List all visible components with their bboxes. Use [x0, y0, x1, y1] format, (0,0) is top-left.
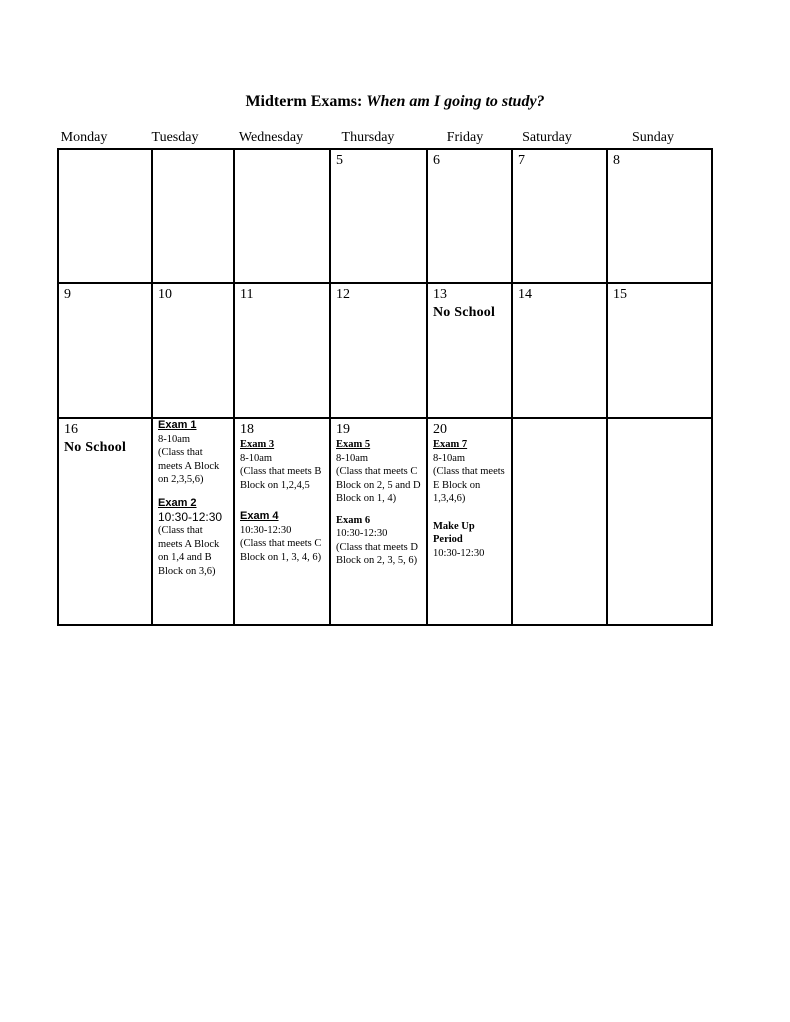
day-cell: [152, 418, 234, 625]
day-number: [613, 419, 706, 421]
exam-label: Exam 3: [240, 439, 275, 450]
day-cell: [427, 283, 512, 418]
day-number: [240, 150, 324, 152]
exam-note: (Class that meets E Block on 1,3,4,6): [433, 466, 505, 504]
day-cell: [234, 283, 330, 418]
day-cell: [58, 283, 152, 418]
exam-time: 10:30-12:30: [158, 510, 223, 524]
week-row: [58, 149, 712, 283]
day-header-tuesday: Tuesday: [151, 130, 199, 145]
day-cell: [58, 149, 152, 283]
day-number: 12: [336, 287, 350, 302]
exam-label: Exam 4: [240, 510, 279, 522]
exam-label: Exam 7: [433, 439, 468, 450]
day-cell: [234, 149, 330, 283]
exam-time: 8-10am: [336, 452, 369, 464]
day-cell: [512, 283, 607, 418]
exam-label: Exam 1: [158, 419, 197, 431]
exam-label: Exam 5: [336, 439, 371, 450]
exam-time: 8-10am: [240, 452, 273, 464]
exam-entry: [240, 438, 324, 492]
day-number: 13: [433, 287, 447, 302]
title-subtitle: When am I going to study?: [366, 93, 545, 110]
exam-label: Exam 2: [158, 496, 197, 509]
day-cell: [330, 418, 427, 625]
day-cell: [330, 149, 427, 283]
exam-note: (Class that meets A Block on 1,4 and B Block on 3,6): [158, 525, 220, 577]
day-number: [64, 150, 146, 152]
day-cell: [607, 418, 712, 625]
exam-label: Exam 6: [336, 514, 371, 526]
day-cell: [234, 418, 330, 625]
makeup-entry: [433, 520, 506, 561]
no-school-note: No School: [433, 305, 496, 320]
exam-entry: [336, 438, 421, 506]
day-number: 15: [613, 287, 627, 302]
day-number: 11: [240, 287, 254, 302]
day-number: 16: [64, 422, 78, 437]
day-number: 8: [613, 153, 620, 168]
day-number: 10: [158, 287, 172, 302]
makeup-time: 10:30-12:30: [433, 547, 485, 559]
day-number: 20: [433, 422, 447, 437]
day-number: [518, 419, 601, 421]
day-header-saturday: Saturday: [522, 130, 572, 145]
day-cell: [152, 149, 234, 283]
day-cell: [330, 283, 427, 418]
exam-note: (Class that meets A Block on 2,3,5,6): [158, 447, 220, 485]
day-number: 7: [518, 153, 525, 168]
day-number: 6: [433, 153, 440, 168]
exam-entry: [433, 438, 506, 506]
makeup-label: Make Up Period: [433, 520, 475, 545]
exam-time: 8-10am: [433, 452, 466, 464]
title-main: Midterm Exams:: [245, 93, 363, 110]
exam-note: (Class that meets C Block on 1, 3, 4, 6): [240, 538, 322, 563]
day-cell: [607, 149, 712, 283]
day-number: 18: [240, 422, 254, 437]
day-cell: [512, 418, 607, 625]
day-cell: [427, 418, 512, 625]
exam-entry: [158, 497, 228, 579]
day-header-thursday: Thursday: [341, 130, 395, 145]
exam-note: (Class that meets C Block on 2, 5 and D Block on 1, 4): [336, 466, 421, 504]
exam-note: (Class that meets D Block on 2, 3, 5, 6): [336, 541, 418, 566]
day-header-friday: Friday: [446, 130, 484, 145]
day-cell: [152, 283, 234, 418]
no-school-note: No School: [64, 440, 127, 455]
day-cell: [427, 149, 512, 283]
day-number: 9: [64, 287, 71, 302]
exam-time: 10:30-12:30: [240, 524, 292, 536]
page-title: [0, 93, 790, 111]
calendar-grid: [57, 148, 713, 626]
week-row: [58, 418, 712, 625]
exam-note: (Class that meets B Block on 1,2,4,5: [240, 466, 322, 491]
day-number: 19: [336, 422, 350, 437]
day-header-wednesday: Wednesday: [238, 130, 304, 145]
day-header-monday: Monday: [60, 130, 108, 145]
exam-entry: [240, 510, 324, 564]
exam-entry: [158, 419, 228, 487]
exam-entry: [336, 514, 421, 568]
day-number: [158, 150, 228, 152]
exam-time: 10:30-12:30: [336, 528, 388, 539]
day-number: 14: [518, 287, 532, 302]
day-cell: [607, 283, 712, 418]
day-cell: [58, 418, 152, 625]
exam-time: 8-10am: [158, 433, 191, 445]
day-number: 5: [336, 153, 343, 168]
day-cell: [512, 149, 607, 283]
week-row: [58, 283, 712, 418]
day-header-row: [0, 130, 790, 150]
day-header-sunday: Sunday: [632, 130, 674, 145]
